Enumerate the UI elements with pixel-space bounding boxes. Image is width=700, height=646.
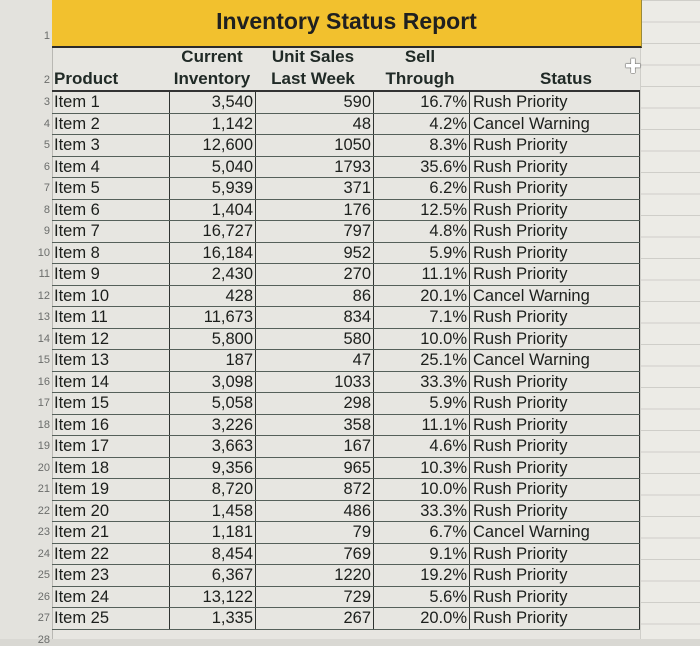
unit-sales-cell[interactable]: 1793: [256, 157, 374, 179]
status-cell[interactable]: Rush Priority: [470, 92, 640, 114]
unit-sales-cell[interactable]: 298: [256, 393, 374, 415]
row-header-column: [0, 0, 53, 646]
row-number[interactable]: 1: [43, 30, 50, 42]
inventory-cell[interactable]: 12,600: [170, 135, 256, 157]
table-row: [52, 544, 640, 566]
inventory-cell[interactable]: 11,673: [170, 307, 256, 329]
product-cell[interactable]: Item 17: [52, 436, 170, 458]
unit-sales-cell[interactable]: 358: [256, 415, 374, 437]
table-row: [52, 372, 640, 394]
table-row: [52, 479, 640, 501]
sell-through-cell[interactable]: 5.9%: [374, 243, 470, 265]
header-sell-top: Sell: [404, 47, 436, 66]
table-row: [52, 329, 640, 351]
header-sell-bottom: Through: [385, 69, 455, 88]
header-sales-top: Unit Sales: [271, 47, 355, 66]
plus-cross-cursor-icon: ✚: [624, 56, 642, 78]
unit-sales-cell[interactable]: 371: [256, 178, 374, 200]
sell-through-cell[interactable]: 33.3%: [374, 372, 470, 394]
row-number[interactable]: 28: [37, 633, 50, 646]
status-cell[interactable]: Rush Priority: [470, 479, 640, 501]
inventory-cell[interactable]: 9,356: [170, 458, 256, 480]
row-number[interactable]: 16: [37, 375, 50, 388]
sell-through-cell[interactable]: 20.0%: [374, 608, 470, 630]
inventory-cell[interactable]: 2,430: [170, 264, 256, 286]
status-cell[interactable]: Cancel Warning: [470, 350, 640, 372]
sell-through-cell[interactable]: 16.7%: [374, 92, 470, 114]
inventory-cell[interactable]: 1,458: [170, 501, 256, 523]
sell-through-cell[interactable]: 10.0%: [374, 479, 470, 501]
unit-sales-cell[interactable]: 797: [256, 221, 374, 243]
status-cell[interactable]: Rush Priority: [470, 264, 640, 286]
unit-sales-cell[interactable]: 580: [256, 329, 374, 351]
sell-through-cell[interactable]: 8.3%: [374, 135, 470, 157]
inventory-cell[interactable]: 3,540: [170, 92, 256, 114]
unit-sales-cell[interactable]: 729: [256, 587, 374, 609]
table-row: [52, 350, 640, 372]
inventory-cell[interactable]: 5,800: [170, 329, 256, 351]
product-cell[interactable]: Item 7: [52, 221, 170, 243]
sell-through-cell[interactable]: 7.1%: [374, 307, 470, 329]
row-number[interactable]: 25: [37, 569, 50, 581]
row-number[interactable]: 4: [43, 117, 50, 130]
table-row: [52, 243, 640, 265]
product-cell[interactable]: Item 15: [52, 393, 170, 415]
product-cell[interactable]: Item 6: [52, 200, 170, 222]
unit-sales-cell[interactable]: 1050: [256, 135, 374, 157]
sell-through-cell[interactable]: 11.1%: [374, 415, 470, 437]
header-inventory-bottom: Inventory: [173, 69, 251, 88]
inventory-cell[interactable]: 5,058: [170, 393, 256, 415]
table-row: [52, 286, 640, 308]
status-cell[interactable]: Cancel Warning: [470, 522, 640, 544]
table-row: [52, 565, 640, 587]
unit-sales-cell[interactable]: 1033: [256, 372, 374, 394]
inventory-cell[interactable]: 3,226: [170, 415, 256, 437]
inventory-cell[interactable]: 8,454: [170, 544, 256, 566]
sell-through-cell[interactable]: 5.9%: [374, 393, 470, 415]
status-cell[interactable]: Rush Priority: [470, 544, 640, 566]
sell-through-cell[interactable]: 9.1%: [374, 544, 470, 566]
status-cell[interactable]: Rush Priority: [470, 200, 640, 222]
unit-sales-cell[interactable]: 86: [256, 286, 374, 308]
table-row: [52, 522, 640, 544]
product-cell[interactable]: Item 2: [52, 114, 170, 136]
unit-sales-cell[interactable]: 79: [256, 522, 374, 544]
sell-through-cell[interactable]: 6.7%: [374, 522, 470, 544]
header-inventory-top: Current: [181, 47, 243, 66]
sell-through-cell[interactable]: 10.0%: [374, 329, 470, 351]
status-cell[interactable]: Rush Priority: [470, 372, 640, 394]
status-cell[interactable]: Rush Priority: [470, 458, 640, 480]
status-cell[interactable]: Rush Priority: [470, 393, 640, 415]
product-cell[interactable]: Item 9: [52, 264, 170, 286]
table-row: [52, 307, 640, 329]
sell-through-cell[interactable]: 25.1%: [374, 350, 470, 372]
product-cell[interactable]: Item 21: [52, 522, 170, 544]
sell-through-cell[interactable]: 4.8%: [374, 221, 470, 243]
unit-sales-cell[interactable]: 167: [256, 436, 374, 458]
row-number[interactable]: 23: [37, 526, 50, 538]
inventory-cell[interactable]: 3,098: [170, 372, 256, 394]
sell-through-cell[interactable]: 5.6%: [374, 587, 470, 609]
unit-sales-cell[interactable]: 834: [256, 307, 374, 329]
product-cell[interactable]: Item 23: [52, 565, 170, 587]
inventory-cell[interactable]: 187: [170, 350, 256, 372]
unit-sales-cell[interactable]: 590: [256, 92, 374, 114]
product-cell[interactable]: Item 8: [52, 243, 170, 265]
status-cell[interactable]: Rush Priority: [470, 178, 640, 200]
status-cell[interactable]: Cancel Warning: [470, 286, 640, 308]
status-cell[interactable]: Rush Priority: [470, 436, 640, 458]
unit-sales-cell[interactable]: 965: [256, 458, 374, 480]
header-product-label: Product: [54, 69, 119, 88]
unit-sales-cell[interactable]: 48: [256, 114, 374, 136]
product-cell[interactable]: Item 16: [52, 415, 170, 437]
report-title: Inventory Status Report: [216, 8, 477, 34]
table-row: [52, 114, 640, 136]
sell-through-cell[interactable]: 4.6%: [374, 436, 470, 458]
table-row: [52, 415, 640, 437]
status-cell[interactable]: Rush Priority: [470, 608, 640, 630]
table-row: [52, 436, 640, 458]
unit-sales-cell[interactable]: 267: [256, 608, 374, 630]
row-number[interactable]: 10: [37, 246, 50, 259]
title-cell[interactable]: [52, 0, 642, 48]
unit-sales-cell[interactable]: 769: [256, 544, 374, 566]
status-cell[interactable]: Rush Priority: [470, 415, 640, 437]
inventory-cell[interactable]: 13,122: [170, 587, 256, 609]
table-row: [52, 221, 640, 243]
status-cell[interactable]: Cancel Warning: [470, 114, 640, 136]
inventory-cell[interactable]: 16,184: [170, 243, 256, 265]
inventory-cell[interactable]: 8,720: [170, 479, 256, 501]
product-cell[interactable]: Item 19: [52, 479, 170, 501]
sell-through-cell[interactable]: 11.1%: [374, 264, 470, 286]
status-cell[interactable]: Rush Priority: [470, 329, 640, 351]
table-row: [52, 608, 640, 630]
unit-sales-cell[interactable]: 270: [256, 264, 374, 286]
product-cell[interactable]: Item 5: [52, 178, 170, 200]
inventory-cell[interactable]: 428: [170, 286, 256, 308]
unit-sales-cell[interactable]: 47: [256, 350, 374, 372]
sell-through-cell[interactable]: 10.3%: [374, 458, 470, 480]
row-number[interactable]: 12: [37, 289, 50, 302]
product-cell[interactable]: Item 25: [52, 608, 170, 630]
row-number[interactable]: 18: [37, 418, 50, 431]
product-cell[interactable]: Item 10: [52, 286, 170, 308]
status-cell[interactable]: Rush Priority: [470, 307, 640, 329]
row-number[interactable]: 8: [43, 203, 50, 216]
row-number[interactable]: 14: [37, 332, 50, 345]
header-sales[interactable]: [254, 46, 372, 92]
sell-through-cell[interactable]: 19.2%: [374, 565, 470, 587]
status-cell[interactable]: Rush Priority: [470, 135, 640, 157]
product-cell[interactable]: Item 22: [52, 544, 170, 566]
header-inventory[interactable]: [170, 46, 254, 92]
unit-sales-cell[interactable]: 872: [256, 479, 374, 501]
status-cell[interactable]: Rush Priority: [470, 501, 640, 523]
product-cell[interactable]: Item 4: [52, 157, 170, 179]
sell-through-cell[interactable]: 20.1%: [374, 286, 470, 308]
table-row: [52, 157, 640, 179]
product-cell[interactable]: Item 1: [52, 92, 170, 114]
status-cell[interactable]: Rush Priority: [470, 243, 640, 265]
table-row: [52, 393, 640, 415]
row-number[interactable]: 27: [37, 612, 50, 624]
unit-sales-cell[interactable]: 486: [256, 501, 374, 523]
unit-sales-cell[interactable]: 1220: [256, 565, 374, 587]
product-cell[interactable]: Item 18: [52, 458, 170, 480]
row-number[interactable]: 5: [43, 139, 50, 151]
product-cell[interactable]: Item 12: [52, 329, 170, 351]
table-row: [52, 264, 640, 286]
product-cell[interactable]: Item 13: [52, 350, 170, 372]
inventory-cell[interactable]: 5,040: [170, 157, 256, 179]
inventory-cell[interactable]: 1,404: [170, 200, 256, 222]
header-status[interactable]: [468, 46, 640, 92]
product-cell[interactable]: Item 24: [52, 587, 170, 609]
row-number[interactable]: 17: [37, 397, 50, 409]
row-number[interactable]: 7: [43, 182, 50, 194]
table-row: [52, 501, 640, 523]
product-cell[interactable]: Item 14: [52, 372, 170, 394]
empty-grid-area[interactable]: [640, 0, 700, 639]
sell-through-cell[interactable]: 35.6%: [374, 157, 470, 179]
row-number[interactable]: 9: [43, 225, 50, 237]
row-number[interactable]: 21: [37, 483, 50, 495]
sell-through-cell[interactable]: 6.2%: [374, 178, 470, 200]
row-number[interactable]: 11: [38, 268, 50, 280]
sell-through-cell[interactable]: 12.5%: [374, 200, 470, 222]
inventory-cell[interactable]: 6,367: [170, 565, 256, 587]
sell-through-cell[interactable]: 33.3%: [374, 501, 470, 523]
row-number[interactable]: 19: [37, 440, 50, 452]
table-row: [52, 200, 640, 222]
table-row: [52, 178, 640, 200]
header-product[interactable]: [52, 46, 170, 92]
row-number[interactable]: 22: [37, 504, 50, 517]
row-number[interactable]: 6: [43, 160, 50, 173]
inventory-cell[interactable]: 5,939: [170, 178, 256, 200]
status-cell[interactable]: Rush Priority: [470, 221, 640, 243]
inventory-cell[interactable]: 1,181: [170, 522, 256, 544]
unit-sales-cell[interactable]: 176: [256, 200, 374, 222]
status-cell[interactable]: Rush Priority: [470, 157, 640, 179]
header-sell-through[interactable]: [372, 46, 468, 92]
inventory-cell[interactable]: 1,142: [170, 114, 256, 136]
inventory-cell[interactable]: 1,335: [170, 608, 256, 630]
table-row: [52, 458, 640, 480]
inventory-cell[interactable]: 3,663: [170, 436, 256, 458]
row-number[interactable]: 3: [43, 96, 50, 108]
row-number[interactable]: 15: [37, 354, 50, 366]
row-number[interactable]: 26: [37, 590, 50, 603]
status-cell[interactable]: Rush Priority: [470, 587, 640, 609]
table-row: [52, 92, 640, 114]
header-sales-bottom: Last Week: [271, 69, 355, 88]
product-cell[interactable]: Item 20: [52, 501, 170, 523]
inventory-cell[interactable]: 16,727: [170, 221, 256, 243]
row-number[interactable]: 2: [43, 74, 50, 86]
row-number[interactable]: 13: [37, 311, 50, 323]
row-number[interactable]: 20: [37, 461, 50, 474]
product-cell[interactable]: Item 11: [52, 307, 170, 329]
status-cell[interactable]: Rush Priority: [470, 565, 640, 587]
row-number[interactable]: 24: [37, 547, 50, 560]
unit-sales-cell[interactable]: 952: [256, 243, 374, 265]
header-status-label: Status: [540, 69, 592, 88]
sell-through-cell[interactable]: 4.2%: [374, 114, 470, 136]
table-row: [52, 135, 640, 157]
product-cell[interactable]: Item 3: [52, 135, 170, 157]
table-row: [52, 587, 640, 609]
